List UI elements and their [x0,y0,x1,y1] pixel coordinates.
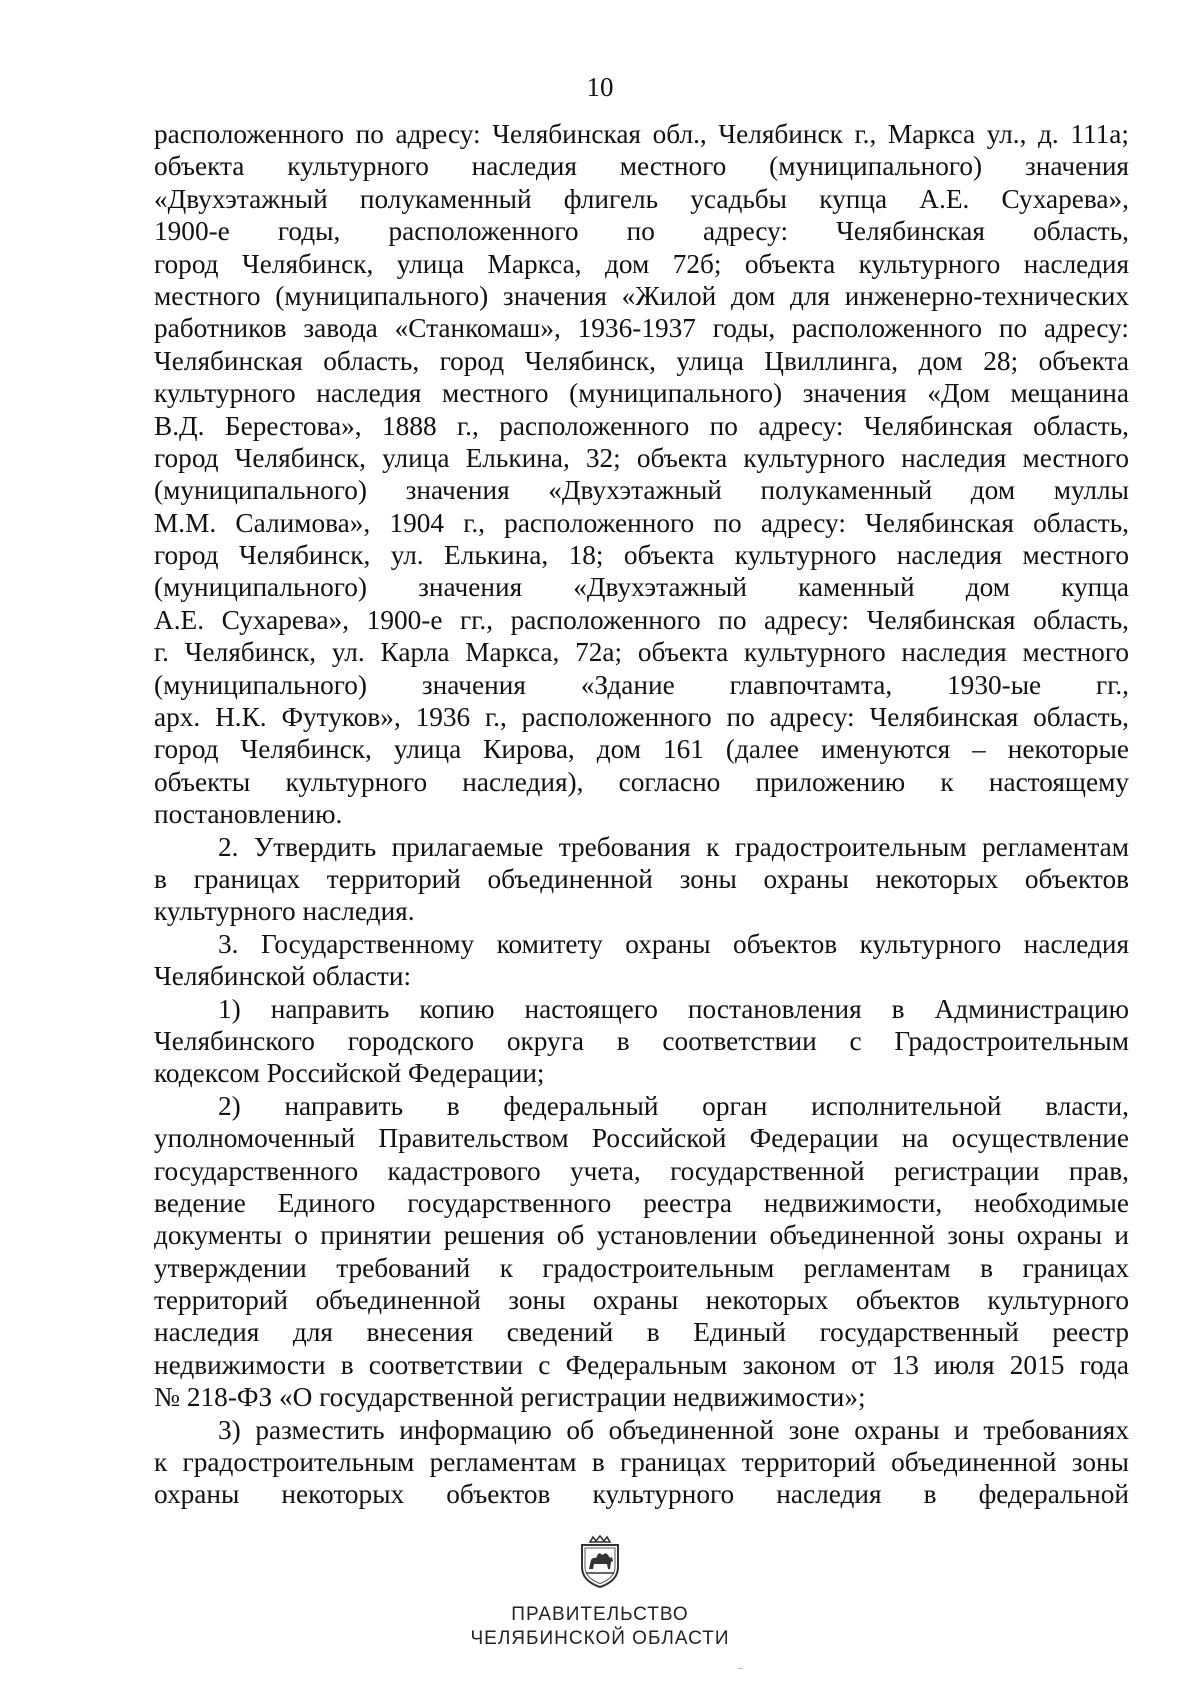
text-line: территорий объединенной зоны охраны некоторых объектов культурного [154,1285,1129,1316]
text-line: недвижимости в соответствии с Федеральным законом от 13 июля 2015 года [154,1349,1129,1380]
coat-of-arms-icon [576,1533,624,1589]
text-line: в границах территорий объединенной зоны охраны некоторых объектов [154,863,1129,894]
text-line: № 218-ФЗ «О государственной регистрации недвижимости»; [154,1382,866,1413]
document-body [154,118,1129,1511]
text-line: работников завода «Станкомаш», 1936-1937 годы, расположенного по адресу: [154,313,1129,344]
text-line: культурного наследия местного (муниципального) значения «Дом мещанина [154,378,1129,409]
text-line: объекта культурного наследия местного (муниципального) значения [154,151,1129,182]
text-line: государственного кадастрового учета, государственной регистрации прав, [154,1155,1129,1186]
text-line: 2) направить в федеральный орган исполнительной власти, [218,1090,1129,1121]
text-line: к градостроительным регламентам в границах территорий объединенной зоны [154,1447,1129,1478]
text-line: кодексом Российской Федерации; [154,1058,545,1089]
text-line: город Челябинск, улица Кирова, дом 161 (далее именуются – некоторые [154,734,1129,765]
text-line: культурного наследия. [154,896,415,927]
text-line: город Челябинск, ул. Елькина, 18; объекта культурного наследия местного [154,540,1129,571]
text-line: «Двухэтажный полукаменный флигель усадьбы купца А.Е. Сухарева», [154,183,1129,214]
scan-speck [738,1668,743,1669]
text-line: (муниципального) значения «Здание главпочтамта, 1930-ые гг., [154,669,1129,700]
text-line: Челябинского городского округа в соответствии с Градостроительным [154,1025,1129,1056]
text-line: утверждении требований к градостроительным регламентам в границах [154,1252,1129,1283]
text-line: расположенного по адресу: Челябинская обл., Челябинск г., Маркса ул., д. 111а; [154,119,1129,149]
text-line: 2. Утвердить прилагаемые требования к градостроительным регламентам [218,831,1129,862]
text-line: местного (муниципального) значения «Жилой дом для инженерно-технических [154,280,1129,311]
text-line: (муниципального) значения «Двухэтажный полукаменный дом муллы [154,475,1129,506]
text-line: уполномоченный Правительством Российской Федерации на осуществление [154,1123,1129,1154]
text-line: А.Е. Сухарева», 1900-е гг., расположенного по адресу: Челябинская область, [154,604,1129,635]
text-line: город Челябинск, улица Маркса, дом 72б; объекта культурного наследия [154,248,1129,279]
text-line: Челябинской области: [154,961,412,992]
page-number: 10 [586,72,614,102]
text-line: В.Д. Берестова», 1888 г., расположенного по адресу: Челябинская область, [154,410,1129,441]
text-line: Челябинская область, город Челябинск, улица Цвиллинга, дом 28; объекта [154,345,1129,376]
text-line: объекты культурного наследия), согласно приложению к настоящему [154,766,1129,797]
footer [0,1533,1200,1651]
text-line: (муниципального) значения «Двухэтажный каменный дом купца [154,572,1129,603]
text-line: арх. Н.К. Футуков», 1936 г., расположенного по адресу: Челябинская область, [154,702,1129,733]
text-line: 3. Государственному комитету охраны объектов культурного наследия [218,928,1129,959]
text-line: 1) направить копию настоящего постановления в Администрацию [218,993,1129,1024]
footer-org-line2: ЧЕЛЯБИНСКОЙ ОБЛАСТИ [470,1628,730,1649]
text-line: 3) разместить информацию об объединенной зоне охраны и требованиях [218,1414,1129,1445]
text-line: М.М. Салимова», 1904 г., расположенного по адресу: Челябинская область, [154,507,1129,538]
text-line: документы о принятии решения об установлении объединенной зоны охраны и [154,1220,1129,1251]
text-line: г. Челябинск, ул. Карла Маркса, 72а; объекта культурного наследия местного [154,637,1129,668]
text-line: наследия для внесения сведений в Единый государственный реестр [154,1317,1129,1348]
footer-org-line1: ПРАВИТЕЛЬСТВО [511,1604,689,1625]
text-line: 1900-е годы, расположенного по адресу: Челябинская область, [154,216,1129,247]
text-line: охраны некоторых объектов культурного наследия в федеральной [154,1479,1129,1510]
text-line: постановлению. [154,799,343,830]
text-line: город Челябинск, улица Елькина, 32; объекта культурного наследия местного [154,442,1129,473]
text-line: ведение Единого государственного реестра недвижимости, необходимые [154,1187,1129,1218]
